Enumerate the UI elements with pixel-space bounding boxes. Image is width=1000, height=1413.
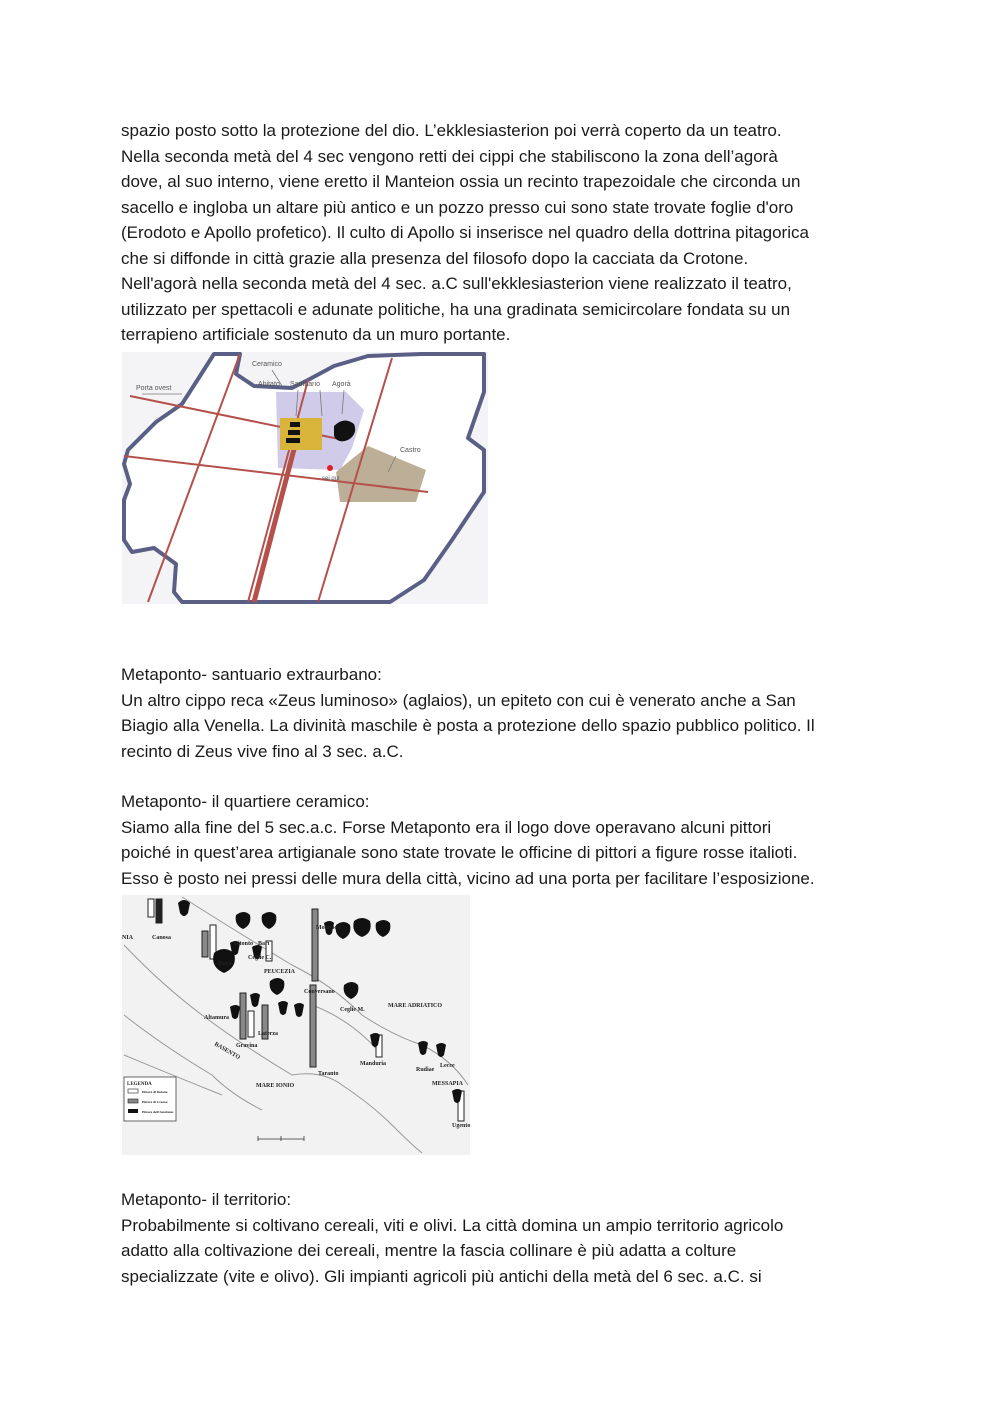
text-line: Un altro cippo reca «Zeus luminoso» (aglaios), un epiteto con cui è venerato anche a San	[121, 690, 796, 710]
label-santuario: Santuario	[290, 381, 320, 388]
pottery-distribution-map	[122, 895, 470, 1155]
section-heading: Metaponto- il territorio:	[121, 1190, 292, 1209]
label-left-edge: NIA	[122, 935, 134, 941]
section-territorio	[121, 1187, 891, 1289]
label-manduria: Manduria	[360, 1061, 387, 1067]
text-line: spazio posto sotto la protezione del dio. L’ekklesiasterion poi verrà coperto da un teatro.	[121, 121, 782, 140]
label-canosa: Canosa	[152, 935, 172, 941]
label-porta-ovest: Porta ovest	[136, 385, 172, 392]
text-line: specializzate (vite e olivo). Gli impianti agricoli più antichi della metà del 6 sec. a.C. si	[121, 1266, 762, 1286]
text-line: sacello e ingloba un altare più antico e un pozzo presso cui sono state trovate foglie d'oro	[121, 197, 794, 217]
section-santuario-extraurbano	[121, 662, 891, 764]
city-plan-map-icon	[122, 352, 488, 604]
label-sei-qui: sei qui	[322, 476, 340, 482]
label-lecce: Lecce	[440, 1063, 455, 1069]
text-line: Nell'agorà nella seconda metà del 4 sec. a.C sull'ekklesiasterion viene realizzato il teatro,	[121, 274, 792, 293]
label-abitato: Abitato	[258, 381, 280, 388]
section-heading: Metaponto- santuario extraurbano:	[121, 665, 382, 684]
text-line: Nella seconda metà del 4 sec vengono retti dei cippi che stabiliscono la zona dell’agorà	[121, 146, 778, 166]
label-agora: Agorà	[332, 381, 351, 388]
text-line: poiché in quest’area artigianale sono state trovate le officine di pittori a figure rosse italioti.	[121, 843, 798, 862]
label-conversano: Conversano	[304, 989, 335, 995]
label-ceglie-c: Ceglie C.	[248, 955, 272, 961]
section-quartiere-ceramico	[121, 789, 891, 891]
label-taranto: Taranto	[318, 1071, 339, 1077]
label-monopoli: Monopoli	[316, 925, 341, 931]
pottery-distribution-map-icon	[122, 895, 470, 1155]
text-line: che si diffonde in città grazie alla presenza del filosofo dopo la cacciata da Crotone.	[121, 248, 749, 268]
label-ceglie-m: Ceglie M.	[340, 1007, 365, 1013]
label-castro: Castro	[400, 447, 421, 454]
label-basento: BASENTO	[213, 1041, 241, 1062]
label-ceramico: Ceramico	[252, 361, 282, 368]
label-bari: Bari	[258, 941, 270, 947]
text-line: adatto alla coltivazione dei cereali, mentre la fascia collinare è più adatta a colture	[121, 1241, 737, 1260]
label-laterza: Laterza	[258, 1031, 278, 1037]
text-line: terrapieno artificiale sostenuto da un muro portante.	[121, 325, 511, 344]
city-plan-map	[122, 352, 488, 604]
text-line: utilizzato per spettacoli e adunate politiche, ha una gradinata semicircolare fondata su un	[121, 299, 791, 319]
text-line: recinto di Zeus vive fino al 3 sec. a.C.	[121, 741, 404, 761]
paragraph-agora-teatro	[121, 118, 891, 348]
legend-title: LEGENDA	[127, 1082, 152, 1087]
section-heading: Metaponto- il quartiere ceramico:	[121, 792, 370, 811]
text-line: Siamo alla fine del 5 sec.a.c. Forse Metaponto era il logo dove operavano alcuni pittori	[121, 817, 772, 837]
text-line: (Erodoto e Apollo profetico). Il culto di Apollo si inserisce nel quadro della dottrina pitagorica	[121, 223, 809, 242]
label-mare-adriatico: MARE ADRIATICO	[388, 1003, 443, 1009]
text-line: Probabilmente si coltivano cereali, viti e olivi. La città domina un ampio territorio agricolo	[121, 1215, 784, 1235]
map-legend	[124, 1077, 176, 1121]
label-gravina: Gravina	[236, 1043, 258, 1049]
label-altamura: Altamura	[204, 1015, 229, 1021]
text-line: dove, al suo interno, viene eretto il Manteion ossia un recinto trapezoidale che circonda un	[121, 172, 801, 191]
label-rudiae: Rudiae	[416, 1067, 435, 1073]
label-mare-ionio: MARE IONIO	[256, 1083, 295, 1089]
label-bitonto: Bitonto	[234, 941, 254, 947]
text-line: Biagio alla Venella. La divinità maschile è posta a protezione dello spazio pubblico politico. Il	[121, 716, 815, 735]
legend-item: Pittore di Dolone	[142, 1090, 168, 1094]
text-line: Esso è posto nei pressi delle mura della città, vicino ad una porta per facilitare l’esposizione.	[121, 868, 815, 888]
legend-item: Pittore dell'Anabates	[142, 1110, 174, 1114]
label-ugento: Ugento	[452, 1123, 470, 1129]
label-ruvo: Ruvo	[218, 961, 232, 967]
legend-item: Pittore di Creusa	[142, 1100, 168, 1104]
label-peucezia: PEUCEZIA	[264, 969, 296, 975]
label-messapia: MESSAPIA	[432, 1081, 464, 1087]
